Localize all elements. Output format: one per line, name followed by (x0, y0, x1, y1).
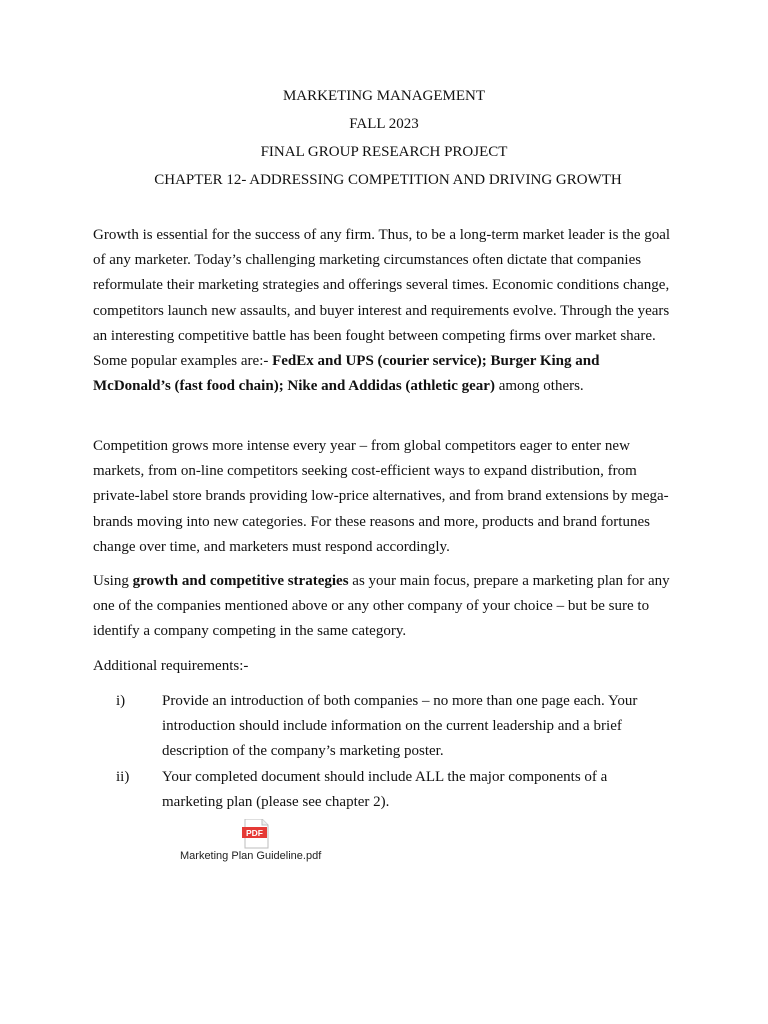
requirements-heading: Additional requirements:- (93, 658, 249, 674)
attachment-filename[interactable]: Marketing Plan Guideline.pdf (180, 850, 322, 862)
chapter-title: CHAPTER 12- ADDRESSING COMPETITION AND DRIVING GROWTH (154, 172, 622, 188)
list-item-text: Provide an introduction of both companies – no more than one page each. Your introduction should include information on the current leadership and a brief description of the company’s marketing poster. (162, 693, 638, 760)
paragraph-growth-text: Growth is essential for the success of any firm. Thus, to be a long-term market leader is the goal of any marketer. Today’s challenging marketing circumstances often dictate that companies reformulate their marketing strategies and offerings several times. Economic conditions change, competitors launch new assaults, and buyer interest and requirements evolve. Through the years an interesting competitive battle has been fought between competing firms over market share. Some popular examples are:- (93, 227, 671, 370)
list-marker: i) (116, 693, 126, 709)
paragraph-competition: Competition grows more intense every year – from global competitors eager to enter new markets, from on-line competitors seeking cost-efficient ways to expand distribution, from private-label store brands providing low-price alternatives, and from brand extensions by mega-brands moving into new categories. For these reasons and more, products and brand fortunes change over time, and marketers must respond accordingly. (93, 438, 669, 555)
pdf-attachment[interactable] (176, 818, 346, 870)
paragraph-growth (93, 223, 673, 399)
paragraph-instructions-end: as your main focus, prepare a marketing plan for any one of the companies mentioned above or any other company of your choice – but be sure to identify a company competing in the same category. (93, 573, 670, 640)
semester: FALL 2023 (349, 116, 419, 132)
paragraph-instructions-focus: growth and competitive strategies (132, 573, 349, 589)
paragraph-growth-examples: FedEx and UPS (courier service); Burger King and McDonald’s (fast food chain); Nike and Addidas (athletic gear) (93, 353, 600, 395)
paragraph-growth-end: among others. (494, 378, 584, 395)
project-title: FINAL GROUP RESEARCH PROJECT (260, 144, 508, 160)
paragraph-instructions-start: Using (93, 573, 133, 589)
paragraph-instructions (93, 569, 673, 645)
list-marker: ii) (116, 769, 130, 785)
list-item-text: Your completed document should include ALL the major components of a marketing plan (please see chapter 2). (162, 769, 608, 811)
pdf-badge-label: PDF (246, 827, 263, 838)
pdf-file-icon (242, 819, 270, 849)
course-title: MARKETING MANAGEMENT (282, 88, 486, 104)
